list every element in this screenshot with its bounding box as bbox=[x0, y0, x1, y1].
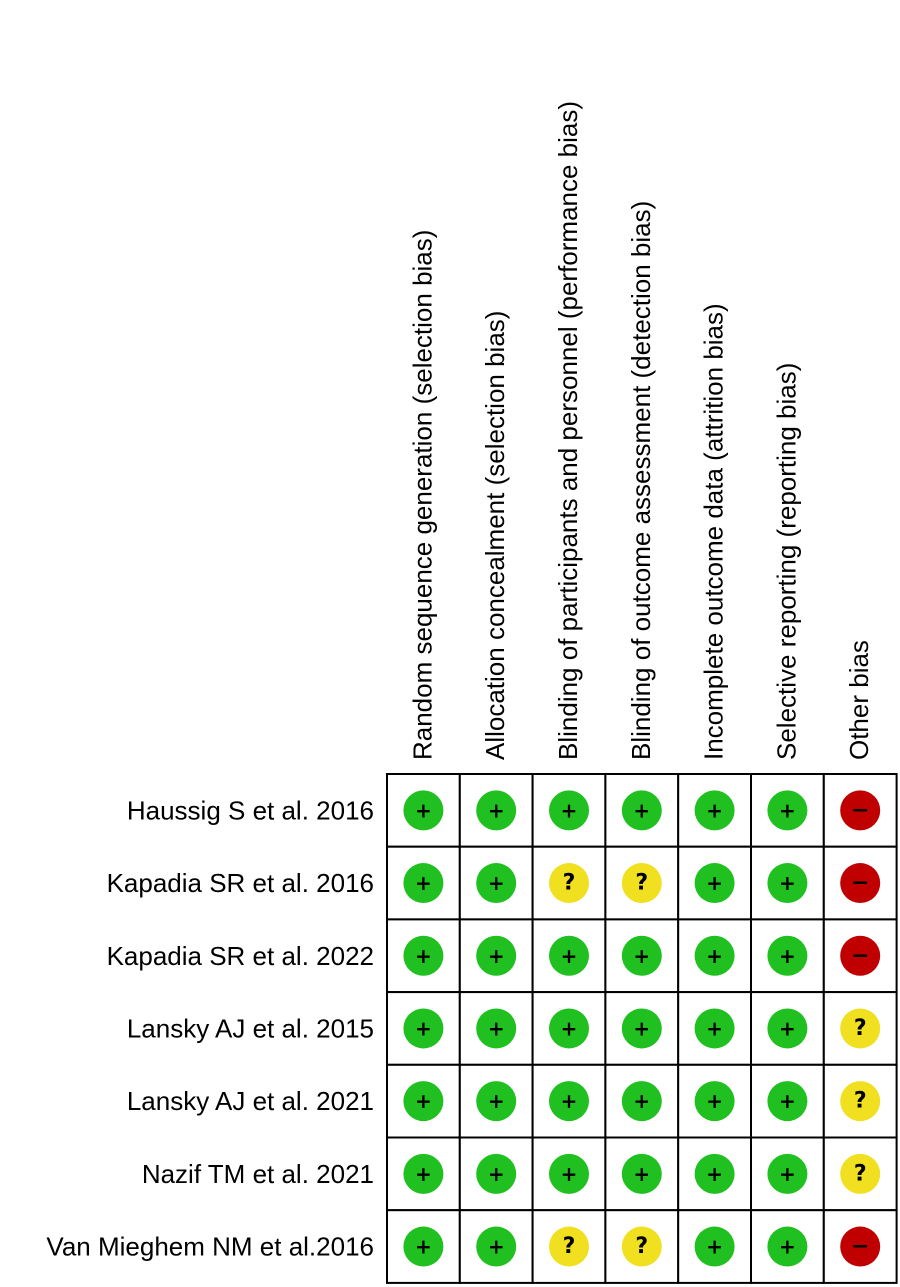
rating-cell bbox=[678, 992, 751, 1065]
study-label: Lansky AJ et al. 2015 bbox=[126, 1013, 374, 1044]
rating-cell bbox=[533, 847, 606, 920]
rating-symbol: + bbox=[633, 943, 651, 968]
rating-symbol: + bbox=[560, 798, 578, 823]
domain-label: Selective reporting (reporting bias) bbox=[771, 362, 802, 760]
rating-cell bbox=[824, 774, 897, 847]
rating-cell bbox=[751, 1065, 824, 1138]
rating-cell bbox=[678, 1065, 751, 1138]
rating-symbol: + bbox=[779, 1016, 796, 1041]
rating-symbol: ? bbox=[853, 1088, 867, 1114]
rating-cell bbox=[533, 992, 606, 1065]
rating-cell bbox=[387, 992, 460, 1065]
rating-cell bbox=[605, 1138, 678, 1211]
rating-symbol: + bbox=[560, 1089, 578, 1114]
rating-cell bbox=[387, 847, 460, 920]
study-labels bbox=[46, 795, 374, 1261]
rating-symbol: + bbox=[560, 1016, 578, 1041]
rating-cell bbox=[605, 1210, 678, 1283]
rating-symbol: + bbox=[706, 871, 723, 896]
rating-symbol: + bbox=[706, 798, 723, 823]
rating-symbol: + bbox=[415, 1016, 432, 1041]
rating-symbol: + bbox=[560, 943, 578, 968]
rating-cell bbox=[533, 1065, 606, 1138]
rating-symbol: + bbox=[487, 871, 505, 896]
rating-symbol: + bbox=[633, 798, 651, 823]
rating-symbol: − bbox=[850, 797, 870, 823]
rating-symbol: + bbox=[415, 798, 432, 823]
rating-symbol: ? bbox=[853, 1161, 867, 1187]
rating-symbol: + bbox=[706, 1089, 723, 1114]
study-label: Van Mieghem NM et al.2016 bbox=[46, 1231, 374, 1262]
rating-cell bbox=[678, 847, 751, 920]
domain-label: Allocation concealment (selection bias) bbox=[480, 310, 511, 760]
rating-cell bbox=[751, 1210, 824, 1283]
rating-symbol: + bbox=[779, 1161, 796, 1186]
rating-cell bbox=[678, 774, 751, 847]
rating-cell bbox=[678, 919, 751, 992]
rating-cell bbox=[751, 919, 824, 992]
rating-cell bbox=[824, 847, 897, 920]
rating-symbol: ? bbox=[562, 870, 576, 896]
rating-symbol: + bbox=[415, 871, 432, 896]
rating-cell bbox=[533, 1138, 606, 1211]
rating-symbol: + bbox=[487, 1016, 505, 1041]
rating-symbol: + bbox=[415, 943, 432, 968]
rating-symbol: + bbox=[487, 1161, 505, 1186]
rating-symbol: + bbox=[779, 871, 796, 896]
study-label: Nazif TM et al. 2021 bbox=[141, 1158, 374, 1189]
rating-symbol: + bbox=[633, 1016, 651, 1041]
rating-cell bbox=[460, 1138, 533, 1211]
rating-symbol: + bbox=[706, 1234, 723, 1259]
study-label: Haussig S et al. 2016 bbox=[126, 795, 374, 826]
rating-cell bbox=[824, 1138, 897, 1211]
rating-symbol: + bbox=[415, 1089, 432, 1114]
rating-symbol: − bbox=[850, 870, 870, 896]
rating-symbol: ? bbox=[635, 1234, 649, 1260]
rating-cell bbox=[460, 774, 533, 847]
rating-cell bbox=[460, 847, 533, 920]
rating-cell bbox=[751, 847, 824, 920]
rating-cell bbox=[824, 1210, 897, 1283]
rating-symbol: + bbox=[560, 1161, 578, 1186]
rating-symbol: + bbox=[487, 1234, 505, 1259]
study-label: Kapadia SR et al. 2016 bbox=[106, 868, 374, 899]
rating-symbol: + bbox=[779, 1089, 796, 1114]
rating-grid bbox=[387, 774, 897, 1283]
rating-symbol: + bbox=[779, 943, 796, 968]
rating-cell bbox=[460, 1065, 533, 1138]
domain-label: Random sequence generation (selection bias) bbox=[407, 229, 438, 760]
rating-cell bbox=[460, 992, 533, 1065]
rating-cell bbox=[387, 919, 460, 992]
study-label: Lansky AJ et al. 2021 bbox=[126, 1086, 374, 1117]
rating-cell bbox=[533, 774, 606, 847]
rating-cell bbox=[387, 1210, 460, 1283]
rating-cell bbox=[605, 774, 678, 847]
rating-symbol: ? bbox=[853, 1015, 867, 1041]
rating-symbol: ? bbox=[562, 1234, 576, 1260]
rating-cell bbox=[678, 1138, 751, 1211]
rating-cell bbox=[605, 1065, 678, 1138]
rating-cell bbox=[678, 1210, 751, 1283]
domain-label: Incomplete outcome data (attrition bias) bbox=[698, 303, 729, 760]
rating-symbol: + bbox=[415, 1234, 432, 1259]
rating-cell bbox=[605, 847, 678, 920]
rating-symbol: + bbox=[779, 798, 796, 823]
rating-cell bbox=[824, 1065, 897, 1138]
rating-symbol: − bbox=[850, 1234, 870, 1260]
rating-cell bbox=[387, 1065, 460, 1138]
rating-symbol: + bbox=[706, 943, 723, 968]
rating-symbol: − bbox=[850, 943, 870, 969]
domain-label: Blinding of outcome assessment (detection bias) bbox=[625, 200, 656, 760]
rating-cell bbox=[387, 774, 460, 847]
domain-label: Other bias bbox=[844, 640, 875, 760]
domain-labels bbox=[407, 101, 874, 760]
rating-cell bbox=[605, 992, 678, 1065]
rating-cell bbox=[460, 1210, 533, 1283]
rating-cell bbox=[533, 919, 606, 992]
rating-symbol: + bbox=[633, 1161, 651, 1186]
rating-symbol: + bbox=[487, 798, 505, 823]
rating-cell bbox=[605, 919, 678, 992]
rating-symbol: + bbox=[779, 1234, 796, 1259]
rating-symbol: ? bbox=[635, 870, 649, 896]
rating-cell bbox=[387, 1138, 460, 1211]
rating-symbol: + bbox=[487, 1089, 505, 1114]
rating-cell bbox=[533, 1210, 606, 1283]
rating-cell bbox=[751, 992, 824, 1065]
rating-cell bbox=[824, 992, 897, 1065]
study-label: Kapadia SR et al. 2022 bbox=[106, 940, 374, 971]
rating-symbol: + bbox=[706, 1016, 723, 1041]
rating-symbol: + bbox=[633, 1089, 651, 1114]
rating-cell bbox=[460, 919, 533, 992]
domain-label: Blinding of participants and personnel (performance bias) bbox=[553, 100, 583, 760]
rating-cell bbox=[824, 919, 897, 992]
rating-symbol: + bbox=[706, 1161, 723, 1186]
rating-symbol: + bbox=[487, 943, 505, 968]
rating-cell bbox=[751, 774, 824, 847]
rating-cell bbox=[751, 1138, 824, 1211]
rating-symbol: + bbox=[415, 1161, 432, 1186]
